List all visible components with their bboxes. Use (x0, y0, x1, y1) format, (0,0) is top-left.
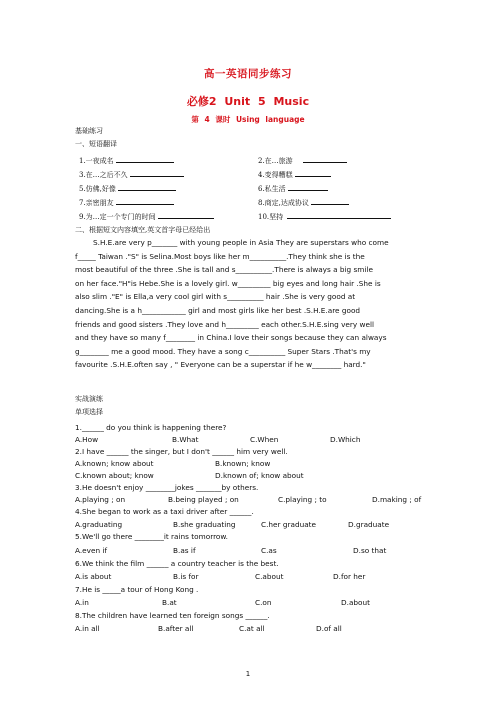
question-text: 6.We think the film ______ a country teacher is the best. (75, 559, 279, 568)
phrase-item: 3.在…之后不久 (79, 171, 128, 179)
option[interactable]: C.When (250, 435, 279, 444)
option[interactable]: C.about (255, 572, 284, 581)
option[interactable]: A.is about (75, 572, 112, 581)
answer-blank[interactable] (303, 155, 347, 163)
answer-blank[interactable] (288, 183, 328, 191)
option[interactable]: D.known of; know about (215, 471, 304, 480)
phrase-item: 2.在…旅游 (258, 157, 293, 165)
option[interactable]: D.Which (330, 435, 361, 444)
part1-title: 一、短语翻译 (75, 140, 117, 148)
option[interactable]: B.being played ; on (168, 495, 239, 504)
phrase-item: 4.变得糟糕 (258, 171, 293, 179)
option[interactable]: C.as (261, 546, 277, 555)
question-text: 7.He is _____a tour of Hong Kong . (75, 585, 199, 594)
passage-line: f_____ Taiwan ."S" is Selina.Most boys like her m__________.They think she is the (75, 251, 365, 261)
question-text: 8.The children have learned ten foreign songs ______. (75, 611, 270, 620)
phrase-row (79, 183, 286, 194)
section-practice-heading: 实战演练 (75, 395, 103, 403)
option[interactable]: C.at all (239, 624, 265, 633)
phrase-item: 5.仿佛,好像 (79, 185, 116, 193)
multiple-choice-heading: 单项选择 (75, 408, 103, 416)
option[interactable]: D.making ; of (372, 495, 422, 504)
page-number: 1 (245, 670, 251, 678)
option[interactable]: B.is for (173, 572, 199, 581)
phrase-item: 8.商定,达成协议 (258, 199, 309, 207)
passage-line: dancing.She is a h____________ girl and most girls like her best .S.H.E.are good (75, 305, 361, 315)
question-text: 3.He doesn't enjoy ________jokes _______by others. (75, 483, 259, 492)
option[interactable]: A.in all (75, 624, 100, 633)
option[interactable]: A.known; know about (75, 459, 154, 468)
option[interactable]: B.as if (173, 546, 196, 555)
phrase-row (79, 169, 293, 180)
passage-line: S.H.E.are very p_______ with young people in Asia They are superstars who come (93, 238, 389, 247)
answer-blank[interactable] (116, 197, 174, 205)
question-text: 1.______ do you think is happening there? (75, 423, 227, 432)
cloze-passage (75, 236, 425, 372)
answer-blank[interactable] (158, 211, 214, 219)
question-text: 2.I have ______ the singer, but I don't ______ him very well. (75, 447, 288, 456)
option[interactable]: D.for her (333, 572, 366, 581)
phrase-row (79, 211, 284, 222)
phrase-row (79, 197, 309, 208)
part2-title: 二、根据短文内容填空,英文首字母已经给出 (75, 226, 211, 234)
option[interactable]: D.of all (316, 624, 342, 633)
option[interactable]: A.in (75, 598, 89, 607)
option[interactable]: A.even if (75, 546, 108, 555)
passage-line: g________ me a good mood. They have a song c__________ Super Stars .That's my (75, 346, 371, 356)
option[interactable]: B.at (162, 598, 177, 607)
option[interactable]: B.she graduating (173, 520, 236, 529)
phrase-row (79, 155, 293, 166)
answer-blank[interactable] (295, 169, 331, 177)
option[interactable]: B.What (172, 435, 199, 444)
lesson-title: 第 4 课时 Using language (191, 115, 305, 124)
option[interactable]: C.on (255, 598, 272, 607)
option[interactable]: B.known; know (215, 459, 271, 468)
option[interactable]: B.after all (158, 624, 194, 633)
worksheet-title: 高一英语同步练习 (204, 68, 292, 80)
option[interactable]: A.playing ; on (75, 495, 126, 504)
option[interactable]: D.so that (353, 546, 387, 555)
passage-line: on her face."H"is Hebe.She is a lovely girl. w_________ big eyes and long hair .She is (75, 278, 381, 288)
passage-line: friends and good sisters .They love and h_________ each other.S.H.E.sing very well (75, 319, 375, 329)
answer-blank[interactable] (116, 155, 174, 163)
phrase-item: 10.坚持 (258, 213, 284, 221)
passage-line: also slim ."E" is Ella,a very cool girl with s__________ hair .She is very good at (75, 292, 356, 302)
section-basic-heading: 基础练习 (75, 127, 103, 135)
option[interactable]: C.known about; know (75, 471, 154, 480)
answer-blank[interactable] (118, 183, 176, 191)
phrase-item: 1.一夜成名 (79, 157, 114, 165)
unit-title: 必修2 Unit 5 Music (186, 95, 310, 108)
answer-blank[interactable] (130, 169, 184, 177)
passage-line: and they have so many f________ in China.I love their songs because they can always (75, 333, 387, 343)
option[interactable]: C.playing ; to (278, 495, 327, 504)
question-text: 5.We'll go there ________it rains tomorrow. (75, 532, 228, 541)
option[interactable]: D.graduate (348, 520, 390, 529)
option[interactable]: C.her graduate (261, 520, 317, 529)
option[interactable]: A.How (75, 435, 99, 444)
passage-line: most beautiful of the three .She is tall and s__________.There is always a big smile (75, 265, 373, 275)
answer-blank[interactable] (287, 211, 391, 219)
phrase-item: 7.亲密朋友 (79, 199, 114, 207)
answer-blank[interactable] (311, 197, 349, 205)
option[interactable]: A.graduating (75, 520, 123, 529)
phrase-item: 6.私生活 (258, 185, 286, 193)
passage-line: favourite .S.H.E.often say , " Everyone can be a superstar if he w________ hard." (75, 360, 366, 370)
phrase-item: 9.为…定一个专门的时间 (79, 213, 156, 221)
question-text: 4.She began to work as a taxi driver after ______. (75, 507, 254, 516)
option[interactable]: D.about (341, 598, 370, 607)
